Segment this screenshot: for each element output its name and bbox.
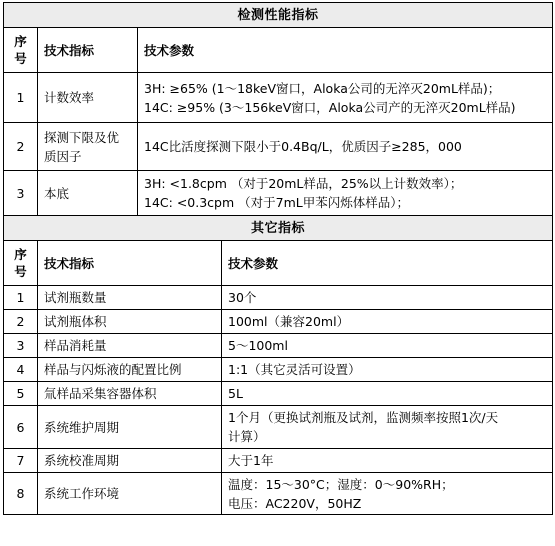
header-parameter: 技术参数 bbox=[138, 28, 553, 73]
parameter-line: 14C比活度探测下限小于0.4Bq/L，优质因子≥285，000 bbox=[144, 139, 462, 154]
row-indicator: 计数效率 bbox=[38, 73, 138, 123]
row-number: 2 bbox=[4, 123, 38, 171]
section-title: 其它指标 bbox=[4, 216, 553, 241]
row-parameter bbox=[222, 406, 553, 449]
row-indicator: 氚样品采集容器体积 bbox=[38, 382, 222, 406]
row-parameter bbox=[222, 358, 553, 382]
parameter-line: 14C: <0.3cpm （对于7mL甲苯闪烁体样品）； bbox=[144, 195, 409, 210]
header-serial-label: 序号 bbox=[14, 34, 27, 66]
parameter-line: 1:1（其它灵活可设置） bbox=[228, 362, 361, 377]
table-row bbox=[4, 358, 553, 382]
row-parameter bbox=[138, 123, 553, 171]
row-number: 3 bbox=[4, 171, 38, 216]
parameter-line: 1个月（更换试剂瓶及试剂，监测频率按照1次/天 bbox=[228, 410, 499, 425]
parameter-line: 大于1年 bbox=[228, 453, 274, 468]
table-row bbox=[4, 473, 553, 515]
row-parameter bbox=[222, 473, 553, 515]
header-parameter: 技术参数 bbox=[222, 241, 553, 286]
row-indicator: 试剂瓶体积 bbox=[38, 310, 222, 334]
table-row bbox=[4, 310, 553, 334]
row-parameter bbox=[222, 382, 553, 406]
row-indicator: 样品与闪烁液的配置比例 bbox=[38, 358, 222, 382]
row-indicator: 样品消耗量 bbox=[38, 334, 222, 358]
row-indicator: 系统维护周期 bbox=[38, 406, 222, 449]
row-indicator: 系统工作环境 bbox=[38, 473, 222, 515]
row-indicator: 试剂瓶数量 bbox=[38, 286, 222, 310]
row-number: 5 bbox=[4, 382, 38, 406]
detection-performance-section bbox=[4, 3, 553, 216]
row-number: 1 bbox=[4, 73, 38, 123]
parameter-line: 3H: ≥65% (1～18keV窗口，Aloka公司的无淬灭20mL样品)； bbox=[144, 80, 501, 96]
spec-document bbox=[3, 2, 552, 515]
header-serial-label: 序号 bbox=[14, 247, 27, 279]
table-row bbox=[4, 449, 553, 473]
row-indicator: 探测下限及优质因子 bbox=[38, 123, 138, 171]
other-indicators-section bbox=[4, 216, 553, 515]
table-row bbox=[4, 73, 553, 123]
row-parameter bbox=[222, 449, 553, 473]
row-indicator: 系统校准周期 bbox=[38, 449, 222, 473]
row-parameter bbox=[222, 334, 553, 358]
row-number: 1 bbox=[4, 286, 38, 310]
row-number: 3 bbox=[4, 334, 38, 358]
row-parameter bbox=[138, 73, 553, 123]
header-indicator: 技术指标 bbox=[38, 241, 222, 286]
table-row bbox=[4, 123, 553, 171]
parameter-line: 5L bbox=[228, 386, 243, 401]
table-row bbox=[4, 382, 553, 406]
parameter-line: 100ml（兼容20ml） bbox=[228, 314, 350, 329]
other-spec-table bbox=[3, 215, 553, 515]
row-number: 4 bbox=[4, 358, 38, 382]
section-title-row bbox=[4, 216, 553, 241]
column-header-row bbox=[4, 241, 553, 286]
parameter-line: 电压：AC220V，50HZ bbox=[228, 495, 362, 511]
row-number: 2 bbox=[4, 310, 38, 334]
table-row bbox=[4, 171, 553, 216]
column-header-row bbox=[4, 28, 553, 73]
row-number: 7 bbox=[4, 449, 38, 473]
spec-table bbox=[3, 2, 553, 216]
parameter-line: 30个 bbox=[228, 290, 257, 305]
table-row bbox=[4, 286, 553, 310]
section-title: 检测性能指标 bbox=[4, 3, 553, 28]
row-indicator: 本底 bbox=[38, 171, 138, 216]
row-number: 6 bbox=[4, 406, 38, 449]
header-serial-number bbox=[4, 241, 38, 286]
row-parameter bbox=[222, 286, 553, 310]
row-parameter bbox=[138, 171, 553, 216]
row-parameter bbox=[222, 310, 553, 334]
header-indicator: 技术指标 bbox=[38, 28, 138, 73]
parameter-line: 14C: ≥95% (3～156keV窗口，Aloka公司产的无淬灭20mL样品) bbox=[144, 99, 516, 115]
section-title-row bbox=[4, 3, 553, 28]
table-row bbox=[4, 334, 553, 358]
header-serial-number bbox=[4, 28, 38, 73]
parameter-line: 计算） bbox=[228, 429, 266, 444]
parameter-line: 3H: <1.8cpm （对于20mL样品，25%以上计数效率）； bbox=[144, 176, 463, 191]
row-number: 8 bbox=[4, 473, 38, 515]
parameter-line: 温度：15～30°C；湿度：0～90%RH； bbox=[228, 476, 454, 492]
table-row bbox=[4, 406, 553, 449]
parameter-line: 5～100ml bbox=[228, 338, 288, 353]
